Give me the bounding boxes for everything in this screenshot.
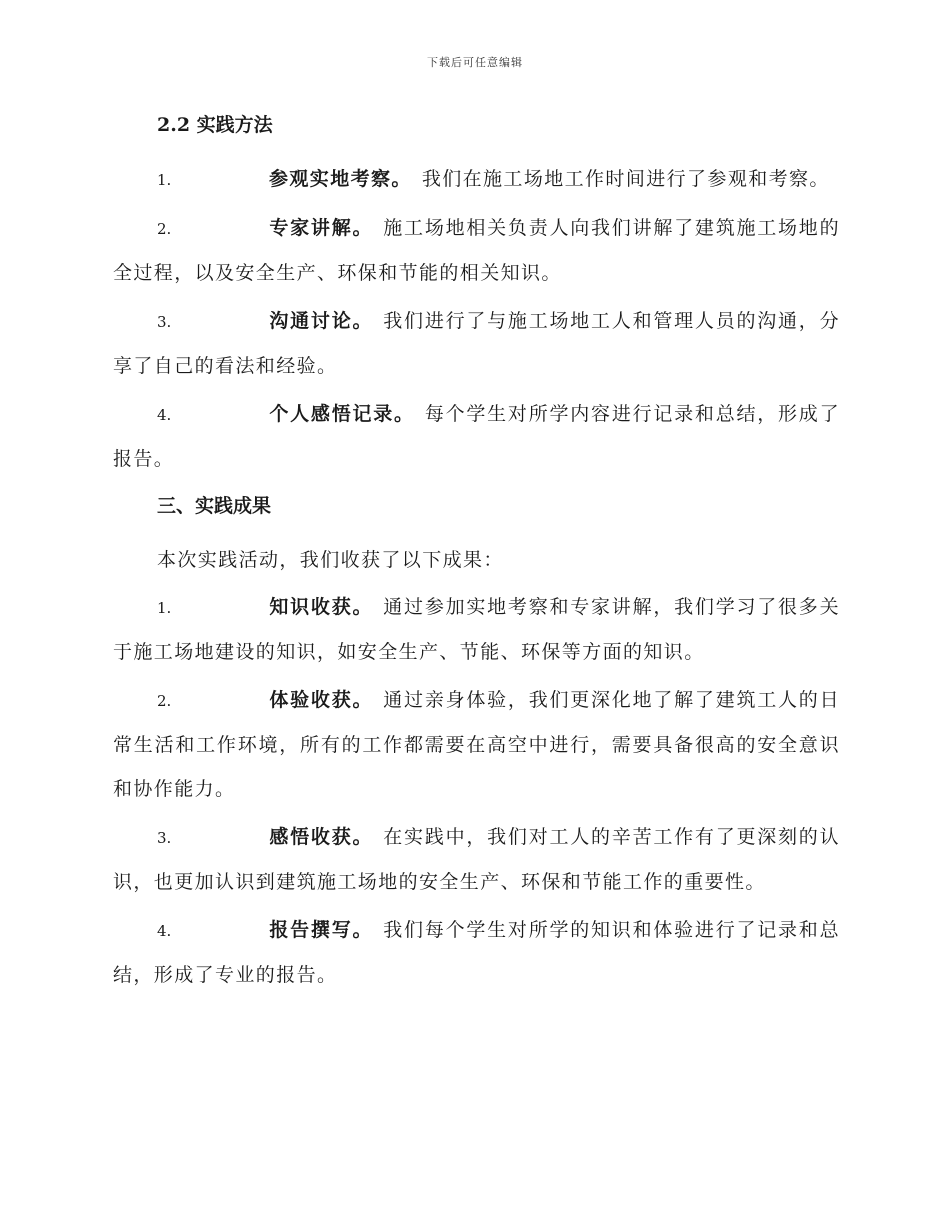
item-number: 1.: [157, 599, 172, 617]
item-text: 通过参加实地考察和专家讲解，我们学习了很多关于施工场地建设的知识，如安全生产、节能、环保等方面的知识。: [113, 596, 840, 663]
item-number: 4.: [157, 406, 172, 424]
item-text: 在实践中，我们对工人的辛苦工作有了更深刻的认识，也更加认识到建筑施工场地的安全生产、环保和节能工作的重要性。: [113, 826, 840, 893]
list-item: [113, 157, 840, 202]
list-item: [113, 392, 840, 481]
item-term: 参观实地考察。: [269, 168, 412, 190]
list-item: [113, 815, 840, 904]
item-text: 我们进行了与施工场地工人和管理人员的沟通，分享了自己的看法和经验。: [113, 310, 840, 377]
section-intro: 本次实践活动，我们收获了以下成果：: [157, 549, 504, 571]
list-item: [113, 206, 840, 295]
item-number: 2.: [157, 692, 172, 710]
item-number: 1.: [157, 171, 172, 189]
item-number: 4.: [157, 922, 172, 940]
item-term: 专家讲解。: [269, 217, 374, 239]
list-item: [113, 678, 840, 811]
item-term: 感悟收获。: [269, 826, 374, 848]
item-number: 2.: [157, 220, 172, 238]
item-text: 通过亲身体验，我们更深化地了解了建筑工人的日常生活和工作环境，所有的工作都需要在高空中进行，需要具备很高的安全意识和协作能力。: [113, 689, 840, 800]
item-number: 3.: [157, 829, 172, 847]
item-term: 个人感悟记录。: [269, 403, 415, 425]
section-heading-3: 三、实践成果: [157, 495, 272, 517]
list-item: [113, 908, 840, 997]
item-text: 我们每个学生对所学的知识和体验进行了记录和总结，形成了专业的报告。: [113, 919, 840, 986]
list-item: [113, 299, 840, 388]
section-heading-2-2: 2.2 实践方法: [157, 114, 273, 136]
page-header: 下载后可任意编辑: [427, 56, 523, 69]
item-text: 每个学生对所学内容进行记录和总结，形成了报告。: [113, 403, 840, 470]
item-text: 施工场地相关负责人向我们讲解了建筑施工场地的全过程，以及安全生产、环保和节能的相关知识。: [113, 217, 840, 284]
list-item: [113, 585, 840, 674]
item-term: 沟通讨论。: [269, 310, 374, 332]
item-text: 我们在施工场地工作时间进行了参观和考察。: [421, 168, 830, 190]
item-term: 知识收获。: [269, 596, 374, 618]
item-term: 体验收获。: [269, 689, 374, 711]
item-term: 报告撰写。: [269, 919, 374, 941]
document-body: [113, 110, 840, 1001]
item-number: 3.: [157, 313, 172, 331]
